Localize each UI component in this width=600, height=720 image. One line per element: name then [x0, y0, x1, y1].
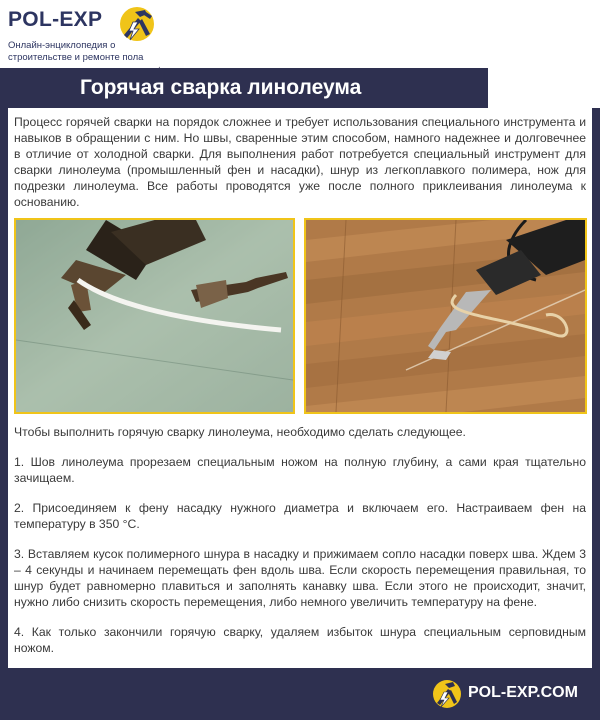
step-2: 2. Присоединяем к фену насадку нужного диаметра и включаем его. Настраиваем фен на температуру в 350 °С. — [14, 501, 586, 531]
photo-welding-tools — [14, 218, 295, 414]
welding-floor-illustration — [306, 220, 585, 412]
step-3: 3. Вставляем кусок полимерного шнура в насадку и прижимаем сопло насадки поверх шва. Ждем 3 – 4 секунды и начинаем перемещать фен вдоль шва. Если скорость перемещения правильная, то шнур будет равномерно плавиться и заполнять канавку шва. Если этого не происходит, значит, нужно либо снизить скорость перемещения, либо немного увеличить температуру на фене. — [14, 547, 586, 609]
brand-block[interactable] — [0, 0, 160, 68]
brand-tagline: Онлайн-энциклопедия о строительстве и ремонте пола — [8, 40, 144, 63]
footer-site-link[interactable]: POL-EXP.COM — [468, 684, 578, 701]
welding-tools-illustration — [16, 220, 293, 412]
photo-welding-floor — [304, 218, 587, 414]
intro-paragraph: Процесс горячей сварки на порядок сложнее и требует использования специального инструмента и навыков в обращении с ним. Но швы, сваренные этим способом, намного надежнее и долговечнее в отличие от холодной сварки. Для выполнения работ потребуется специальный инструмент для сварки линолеума (промышленный фен и насадки), шнур из легкоплавкого полимера, нож для подрезки линолеума. Все работы проводятся уже после полного приклеивания линолеума к основанию. — [14, 115, 586, 209]
title-bar-spacer — [488, 68, 600, 108]
article-content — [8, 108, 592, 668]
steps-lead: Чтобы выполнить горячую сварку линолеума, необходимо сделать следующее. — [14, 425, 466, 439]
page-title: Горячая сварка линолеума — [0, 68, 488, 108]
brand-name: POL-EXP — [8, 8, 103, 31]
photo-row — [14, 218, 586, 414]
header-background — [160, 0, 600, 68]
footer-logo-icon — [430, 678, 464, 710]
step-1: 1. Шов линолеума прорезаем специальным ножом на полную глубину, а сами края тщательно зачищаем. — [14, 455, 586, 485]
hammer-wrench-bolt-icon — [116, 4, 158, 44]
step-4: 4. Как только закончили горячую сварку, удаляем избыток шнура специальным серповидным ножом. — [14, 625, 586, 655]
